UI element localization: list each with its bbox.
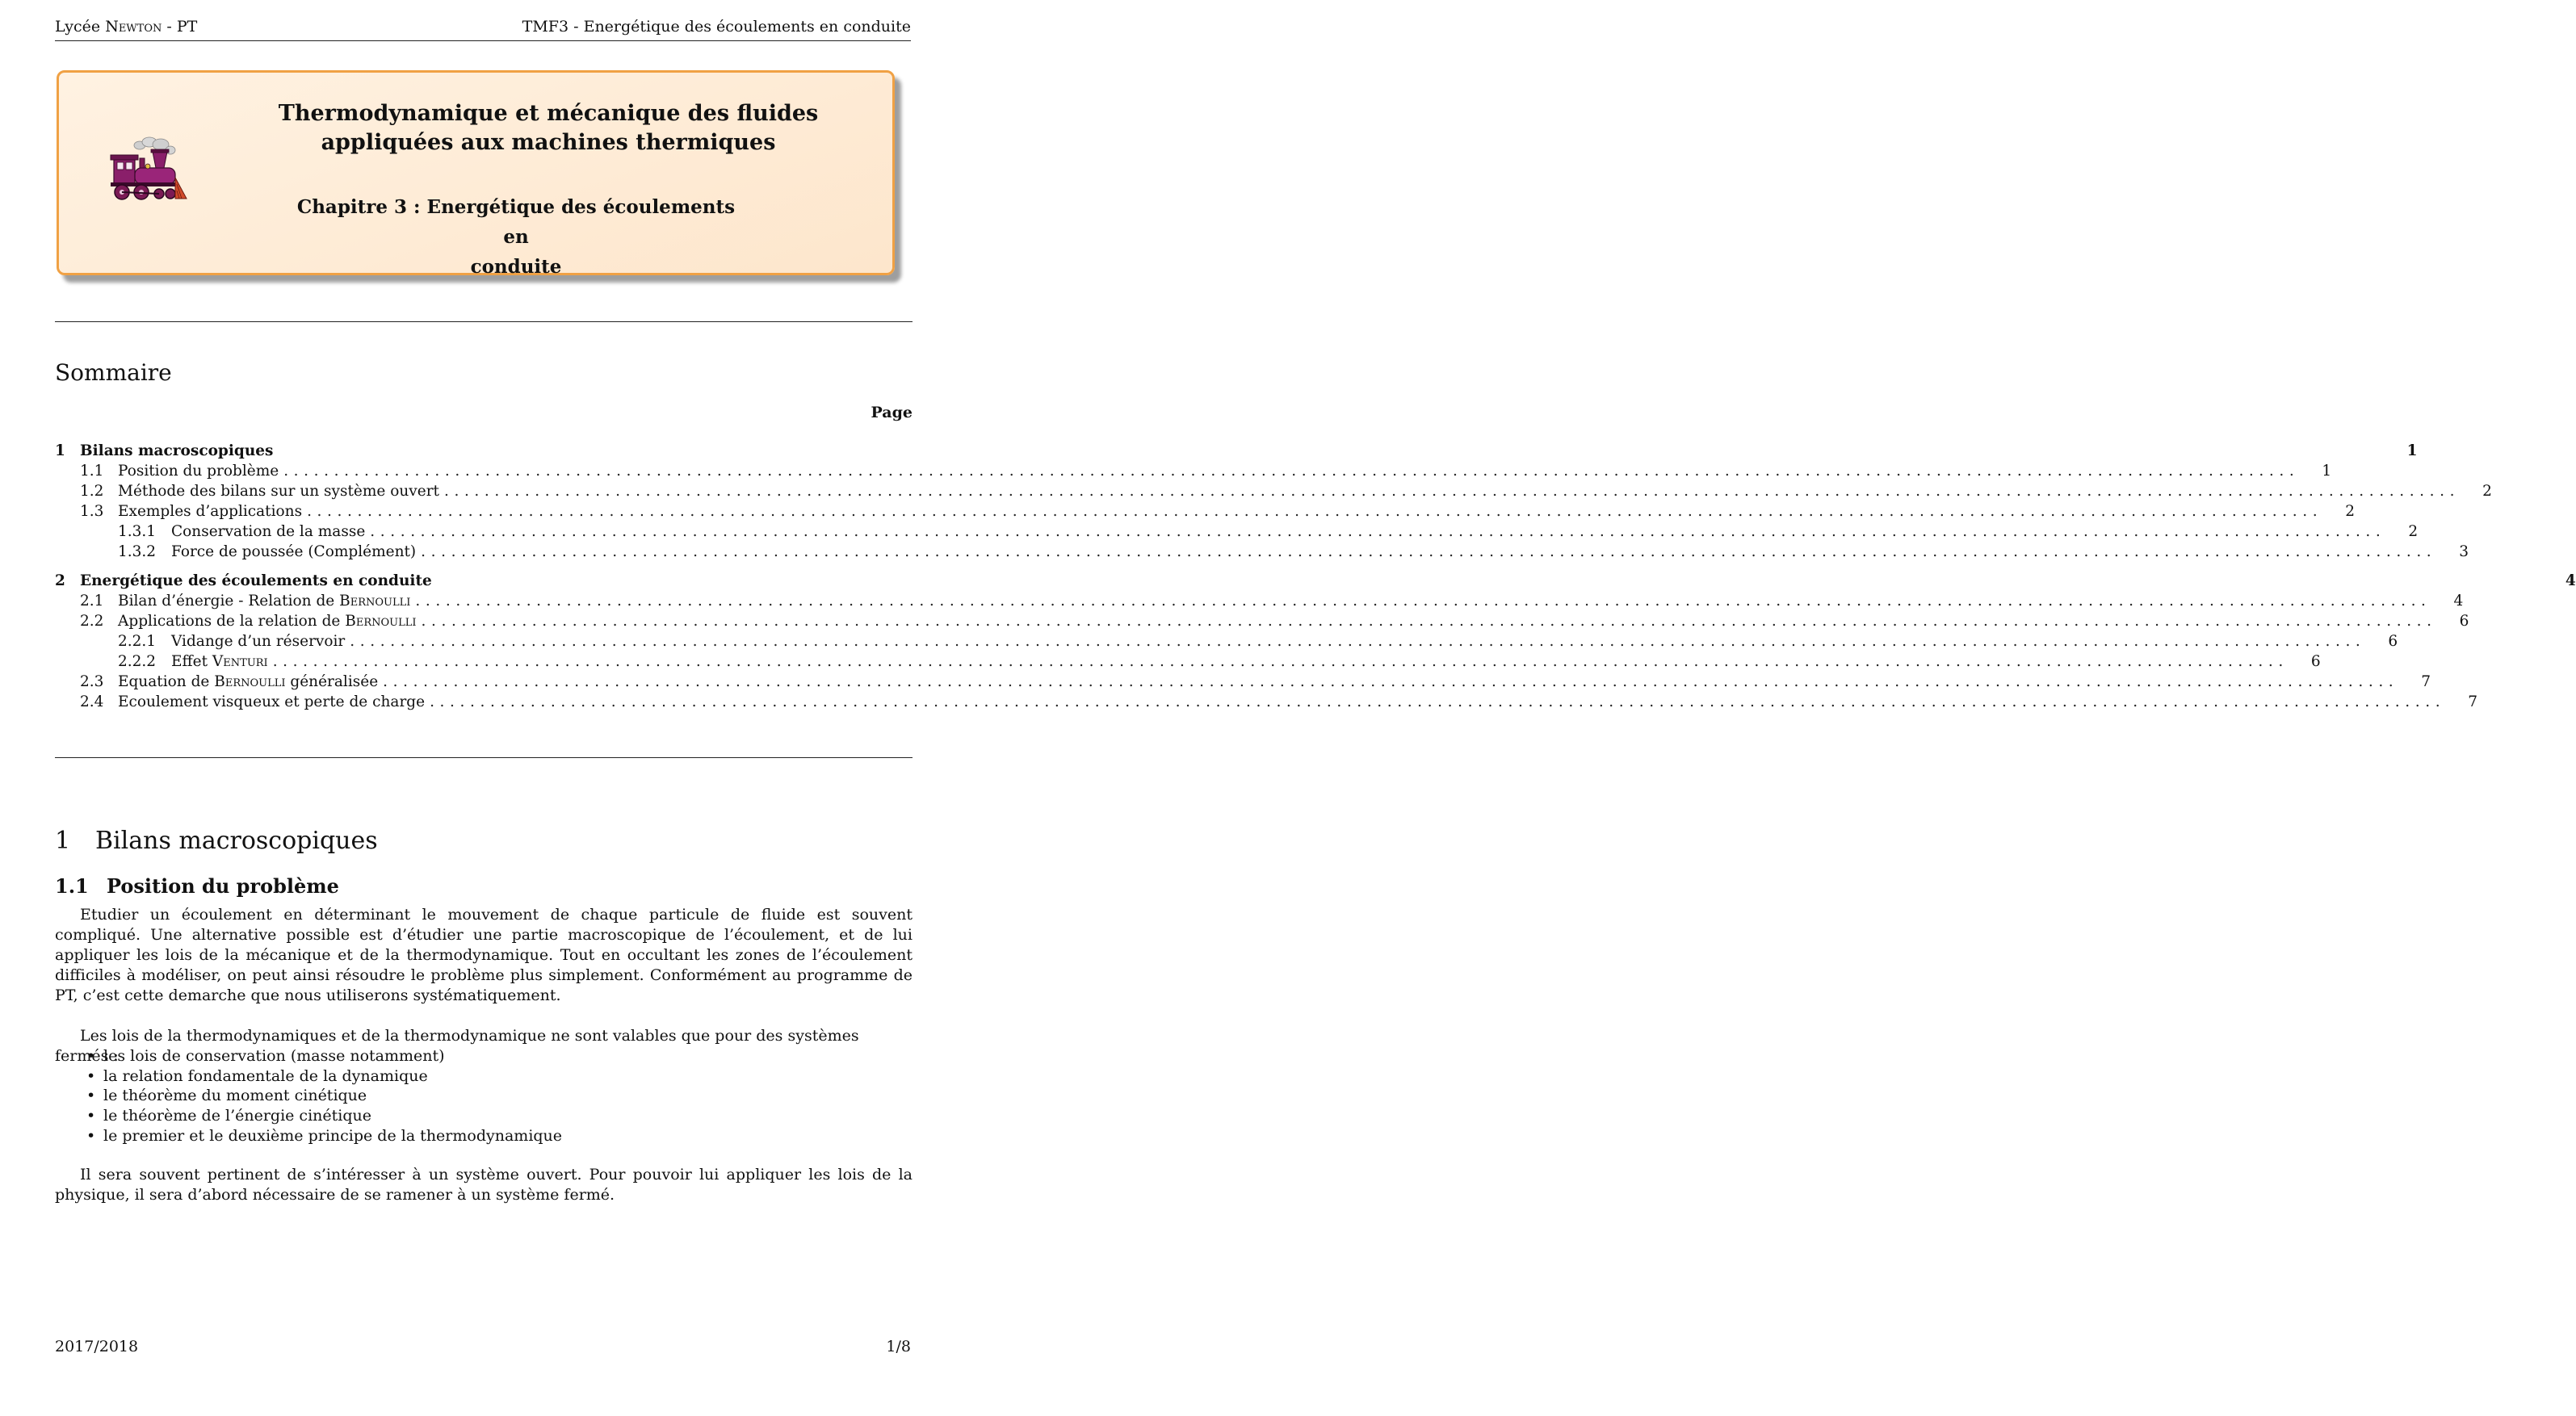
toc-entry[interactable]: 2.2.2 Effet Venturi ........................................................................................................................................................................................................ 6 [118,653,2321,670]
toc-entry[interactable]: 1.3 Exemples d’applications ........................................................................................................................................................................................................ 2 [80,503,2355,520]
toc-entry[interactable]: 2.2.1 Vidange d’un réservoir ........................................................................................................................................................................................................ 6 [118,633,2398,650]
bullet-list [86,1046,562,1146]
section-heading: 1 Bilans macroscopiques [55,827,378,855]
title-box [57,70,895,278]
header-right: TMF3 - Energétique des écoulements en conduite [522,18,911,36]
page-header [55,18,911,41]
page-footer [55,1338,911,1355]
toc-top-rule [55,321,913,322]
footer-year: 2017/2018 [55,1338,139,1355]
subsection-heading: 1.1 Position du problème [55,874,339,898]
toc-entry[interactable]: 1.1 Position du problème ........................................................................................................................................................................................................ 1 [80,463,2332,480]
header-left: Lycée Newton - PT [55,18,198,36]
list-item: • les lois de conservation (masse notamment) [86,1046,562,1066]
list-item: • la relation fondamentale de la dynamique [86,1066,562,1087]
page-number: 1/8 [886,1338,911,1355]
list-item: • le théorème du moment cinétique [86,1086,562,1106]
toc-entry[interactable]: 2.1 Bilan d’énergie - Relation de Bernoulli ........................................................................................................................................................................................................ 4 [80,593,2464,610]
toc-entry[interactable]: 1 Bilans macroscopiques 1 [55,442,2418,459]
course-title: Thermodynamique et mécanique des fluides appliquées aux machines thermiques [278,101,819,155]
toc-entry[interactable]: 2 Energétique des écoulements en conduite 4 [55,572,2576,589]
toc-heading: Sommaire [55,359,172,386]
toc-entry[interactable]: 1.3.1 Conservation de la masse ........................................................................................................................................................................................................ 2 [118,523,2419,540]
toc-entry[interactable]: 1.3.2 Force de poussée (Complément) ........................................................................................................................................................................................................ 3 [118,543,2469,560]
body-paragraph: Etudier un écoulement en déterminant le mouvement de chaque particule de fluide est souvent compliqué. Une alternative possible est d’étudier une partie macroscopique de l’écoulement, et de lui appliquer les lois de la mécanique et de la thermodynamique. Tout en occultant les zones de l’écoulement difficiles à modéliser, on peut ainsi résoudre le problème plus simplement. Conformément au programme de PT, c’est cette demarche que nous utiliserons systématiquement. [55,906,913,1004]
toc-bottom-rule [55,757,913,758]
list-item: • le premier et le deuxième principe de la thermodynamique [86,1126,562,1146]
steam-locomotive-icon [107,137,204,218]
table-of-contents [55,441,2576,712]
body-paragraph: Il sera souvent pertinent de s’intéresser à un système ouvert. Pour pouvoir lui appliquer les lois de la physique, il sera d’abord nécessaire de se ramener à un système fermé. [55,1166,913,1204]
toc-entry[interactable]: 1.2 Méthode des bilans sur un système ouvert ........................................................................................................................................................................................................ 2 [80,483,2492,500]
chapter-title: Chapitre 3 : Energétique des écoulements en conduite [296,196,736,278]
body-paragraph: Les lois de la thermodynamiques et de la thermodynamique ne sont valables que pour des systèmes fermés : [55,1027,859,1065]
toc-page-label: Page [871,404,913,421]
list-item: • le théorème de l’énergie cinétique [86,1106,562,1126]
toc-entry[interactable]: 2.3 Equation de Bernoulli généralisée ........................................................................................................................................................................................................ 7 [80,673,2431,690]
toc-entry[interactable]: 2.2 Applications de la relation de Bernoulli ........................................................................................................................................................................................................ 6 [80,613,2469,630]
toc-entry[interactable]: 2.4 Ecoulement visqueux et perte de charge ........................................................................................................................................................................................................ 7 [80,693,2477,710]
